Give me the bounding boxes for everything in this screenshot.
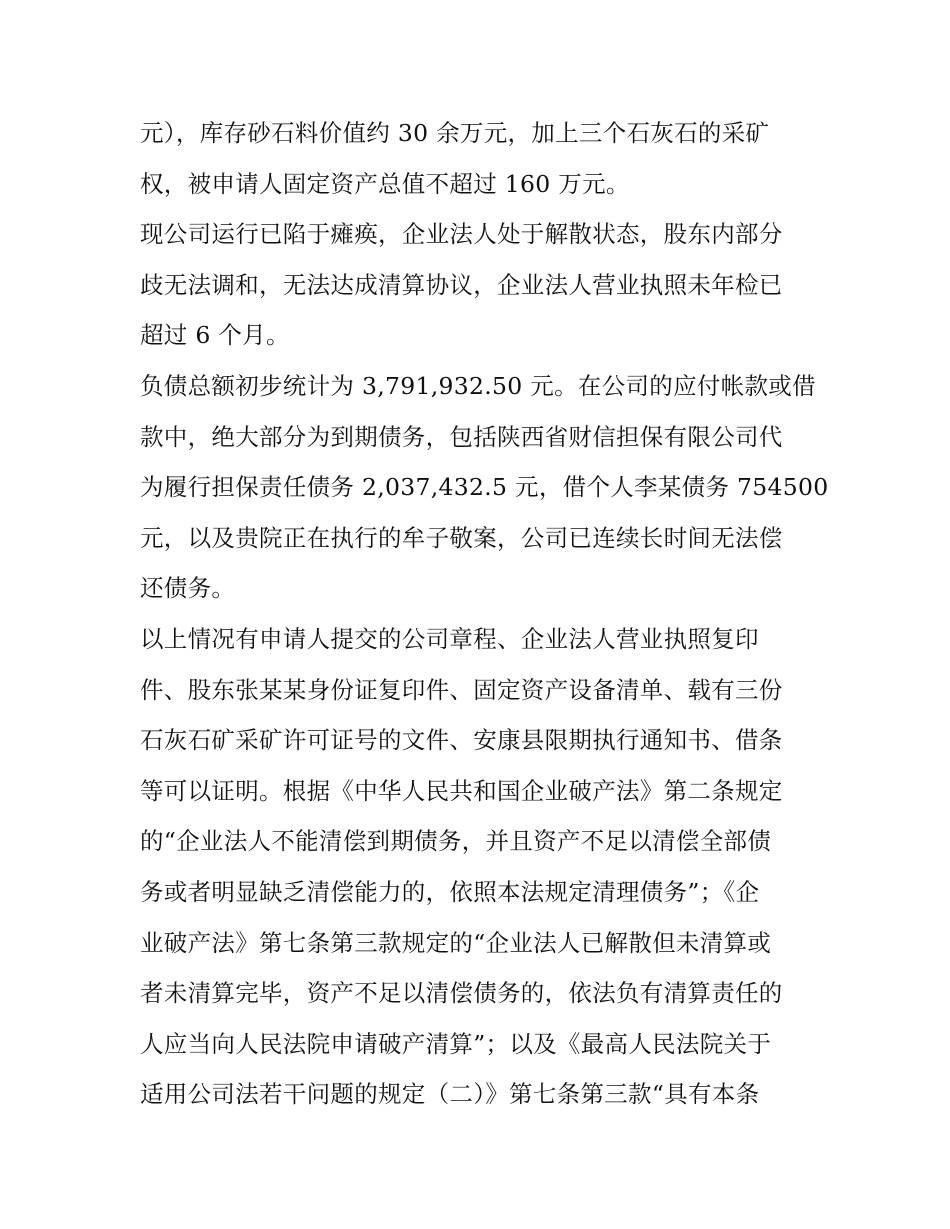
text-line: 现公司运行已陷于瘫痪，企业法人处于解散状态，股东内部分 bbox=[140, 220, 783, 249]
text-line: 歧无法调和，无法达成清算协议，企业法人营业执照未年检已 bbox=[140, 270, 783, 299]
text-line: 元），库存砂石料价值约 30 余万元，加上三个石灰石的采矿 bbox=[140, 119, 770, 147]
text-line: 为履行担保责任债务 2,037,432.5 元，借个人李某债务 754500 bbox=[140, 473, 829, 502]
text-line: 还债务。 bbox=[140, 574, 236, 603]
text-line: 的“企业法人不能清偿到期债务，并且资产不足以清偿全部债 bbox=[140, 827, 772, 856]
text-line: 业破产法》第七条第三款规定的“企业法人已解散但未清算或 bbox=[140, 928, 772, 957]
text-line: 人应当向人民法院申请破产清算”；以及《最高人民法院关于 bbox=[140, 1029, 772, 1058]
text-line: 务或者明显缺乏清偿能力的，依照本法规定清理债务”；《企 bbox=[140, 877, 760, 906]
text-line: 件、股东张某某身份证复印件、固定资产设备清单、载有三份 bbox=[140, 675, 783, 704]
text-line: 权，被申请人固定资产总值不超过 160 万元。 bbox=[140, 169, 630, 198]
text-line: 负债总额初步统计为 3,791,932.50 元。在公司的应付帐款或借 bbox=[140, 371, 816, 400]
text-line: 款中，绝大部分为到期债务，包括陕西省财信担保有限公司代 bbox=[140, 422, 783, 451]
text-line: 元，以及贵院正在执行的牟子敬案，公司已连续长时间无法偿 bbox=[140, 523, 783, 552]
text-line: 等可以证明。根据《中华人民共和国企业破产法》第二条规定 bbox=[140, 776, 783, 805]
text-line: 超过 6 个月。 bbox=[140, 321, 290, 350]
text-line: 以上情况有申请人提交的公司章程、企业法人营业执照复印 bbox=[140, 624, 759, 653]
document-body bbox=[140, 108, 829, 1120]
text-line: 适用公司法若干问题的规定（二）》第七条第三款“具有本条 bbox=[140, 1080, 760, 1109]
text-line: 者未清算完毕，资产不足以清偿债务的，依法负有清算责任的 bbox=[140, 979, 783, 1008]
text-line: 石灰石矿采矿许可证号的文件、安康县限期执行通知书、借条 bbox=[140, 726, 783, 755]
